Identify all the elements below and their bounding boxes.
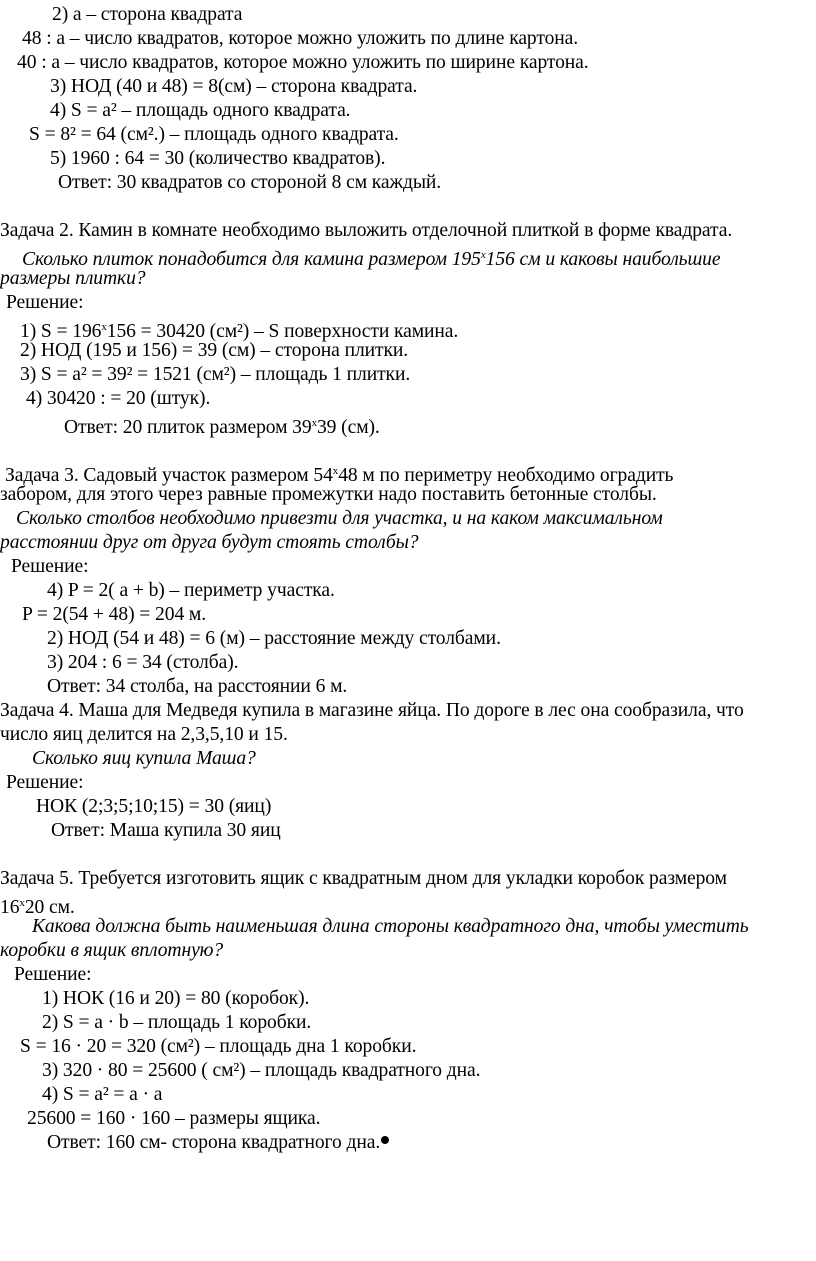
step-4-line: 4) S = a² = a · a bbox=[42, 1084, 163, 1105]
task-4-question: Сколько яиц купила Маша? bbox=[32, 748, 256, 769]
step-3-line: 3) 204 : 6 = 34 (столба). bbox=[47, 652, 239, 673]
length-count-line: 48 : а – число квадратов, которое можно уложить по длине картона. bbox=[22, 28, 579, 49]
step-5-line: 5) 1960 : 64 = 30 (количество квадратов). bbox=[50, 148, 386, 169]
task-5-question-cont: коробки в ящик вплотную? bbox=[0, 940, 224, 961]
text-run: Сколько плиток понадобится для камина размером 195 bbox=[22, 249, 481, 270]
task-5-title: Задача 5. Требуется изготовить ящик с квадратным дном для укладки коробок размером bbox=[0, 868, 727, 889]
step-2-line: 2) НОД (195 и 156) = 39 (см) – сторона плитки. bbox=[20, 340, 409, 361]
step-4-line: 4) S = a² – площадь одного квадрата. bbox=[50, 100, 351, 121]
text-run: 39 (см). bbox=[316, 417, 380, 438]
width-count-line: 40 : а – число квадратов, которое можно уложить по ширине картона. bbox=[17, 52, 589, 73]
text-run: 1) S = 196 bbox=[20, 321, 102, 342]
times-sign: х bbox=[332, 465, 339, 477]
bullet-dot-icon bbox=[381, 1136, 389, 1144]
step-1-line: 1) НОК (16 и 20) = 80 (коробок). bbox=[42, 988, 310, 1009]
answer-1: Ответ: 30 квадратов со стороной 8 см каждый. bbox=[58, 172, 442, 193]
step-4-line: 4) 30420 : = 20 (штук). bbox=[26, 388, 211, 409]
text-run: Ответ: 20 плиток размером 39 bbox=[64, 417, 312, 438]
task-5-question: Какова должна быть наименьшая длина стороны квадратного дна, чтобы уместить bbox=[32, 916, 749, 937]
times-sign: х bbox=[311, 417, 317, 429]
text-run: Задача 3. Садовый участок размером 54 bbox=[5, 465, 333, 486]
answer-2 bbox=[64, 411, 380, 440]
text-run: 48 м по периметру необходимо оградить bbox=[338, 465, 674, 486]
task-4-title-cont: число яиц делится на 2,3,5,10 и 15. bbox=[0, 724, 288, 745]
step-3-line: 3) 320 · 80 = 25600 ( см²) – площадь квадратного дна. bbox=[42, 1060, 481, 1081]
step-2-line: 2) НОД (54 и 48) = 6 (м) – расстояние между столбами. bbox=[47, 628, 501, 649]
solution-label: Решение: bbox=[6, 772, 84, 793]
box-size-line: 25600 = 160 · 160 – размеры ящика. bbox=[27, 1108, 321, 1129]
perimeter-line: P = 2(54 + 48) = 204 м. bbox=[22, 604, 207, 625]
step-1-line: 4) P = 2( a + b) – периметр участка. bbox=[47, 580, 335, 601]
solution-label: Решение: bbox=[6, 292, 84, 313]
task-3-question: Сколько столбов необходимо привезти для участка, и на каком максимальном bbox=[16, 508, 663, 529]
answer-5 bbox=[47, 1131, 389, 1155]
task-3-title-cont: забором, для этого через равные промежутки надо поставить бетонные столбы. bbox=[0, 484, 657, 505]
text-run: 156 см и каковы наибольшие bbox=[485, 249, 721, 270]
text-run: 20 см. bbox=[24, 897, 75, 918]
task-4-title: Задача 4. Маша для Медведя купила в магазине яйца. По дороге в лес она сообразила, что bbox=[0, 700, 744, 721]
answer-4: Ответ: Маша купила 30 яиц bbox=[51, 820, 281, 841]
solution-label: Решение: bbox=[11, 556, 89, 577]
times-sign: х bbox=[101, 321, 107, 333]
step-2-line: 2) S = a · b – площадь 1 коробки. bbox=[42, 1012, 312, 1033]
solution-label: Решение: bbox=[14, 964, 92, 985]
times-sign: х bbox=[19, 897, 25, 909]
task-2-question-cont: размеры плитки? bbox=[0, 268, 146, 289]
times-sign: х bbox=[480, 249, 486, 261]
answer-3: Ответ: 34 столба, на расстоянии 6 м. bbox=[47, 676, 348, 697]
text-run: Ответ: 160 см- сторона квадратного дна. bbox=[47, 1132, 381, 1153]
text-run: 156 = 30420 (см²) – S поверхности камина. bbox=[106, 321, 459, 342]
task-3-question-cont: расстоянии друг от друга будут стоять столбы? bbox=[0, 532, 419, 553]
step-3-line: 3) S = a² = 39² = 1521 (см²) – площадь 1 плитки. bbox=[20, 364, 411, 385]
task-2-title: Задача 2. Камин в комнате необходимо выложить отделочной плиткой в форме квадрата. bbox=[0, 220, 733, 241]
area-line: S = 16 · 20 = 320 (см²) – площадь дна 1 коробки. bbox=[20, 1036, 417, 1057]
area-line: S = 8² = 64 (см².) – площадь одного квадрата. bbox=[29, 124, 399, 145]
step-1-line: НОК (2;3;5;10;15) = 30 (яиц) bbox=[36, 796, 272, 817]
text-run: 16 bbox=[0, 897, 20, 918]
step-3-line: 3) НОД (40 и 48) = 8(см) – сторона квадрата. bbox=[50, 76, 418, 97]
step-2-line: 2) а – сторона квадрата bbox=[52, 4, 243, 25]
